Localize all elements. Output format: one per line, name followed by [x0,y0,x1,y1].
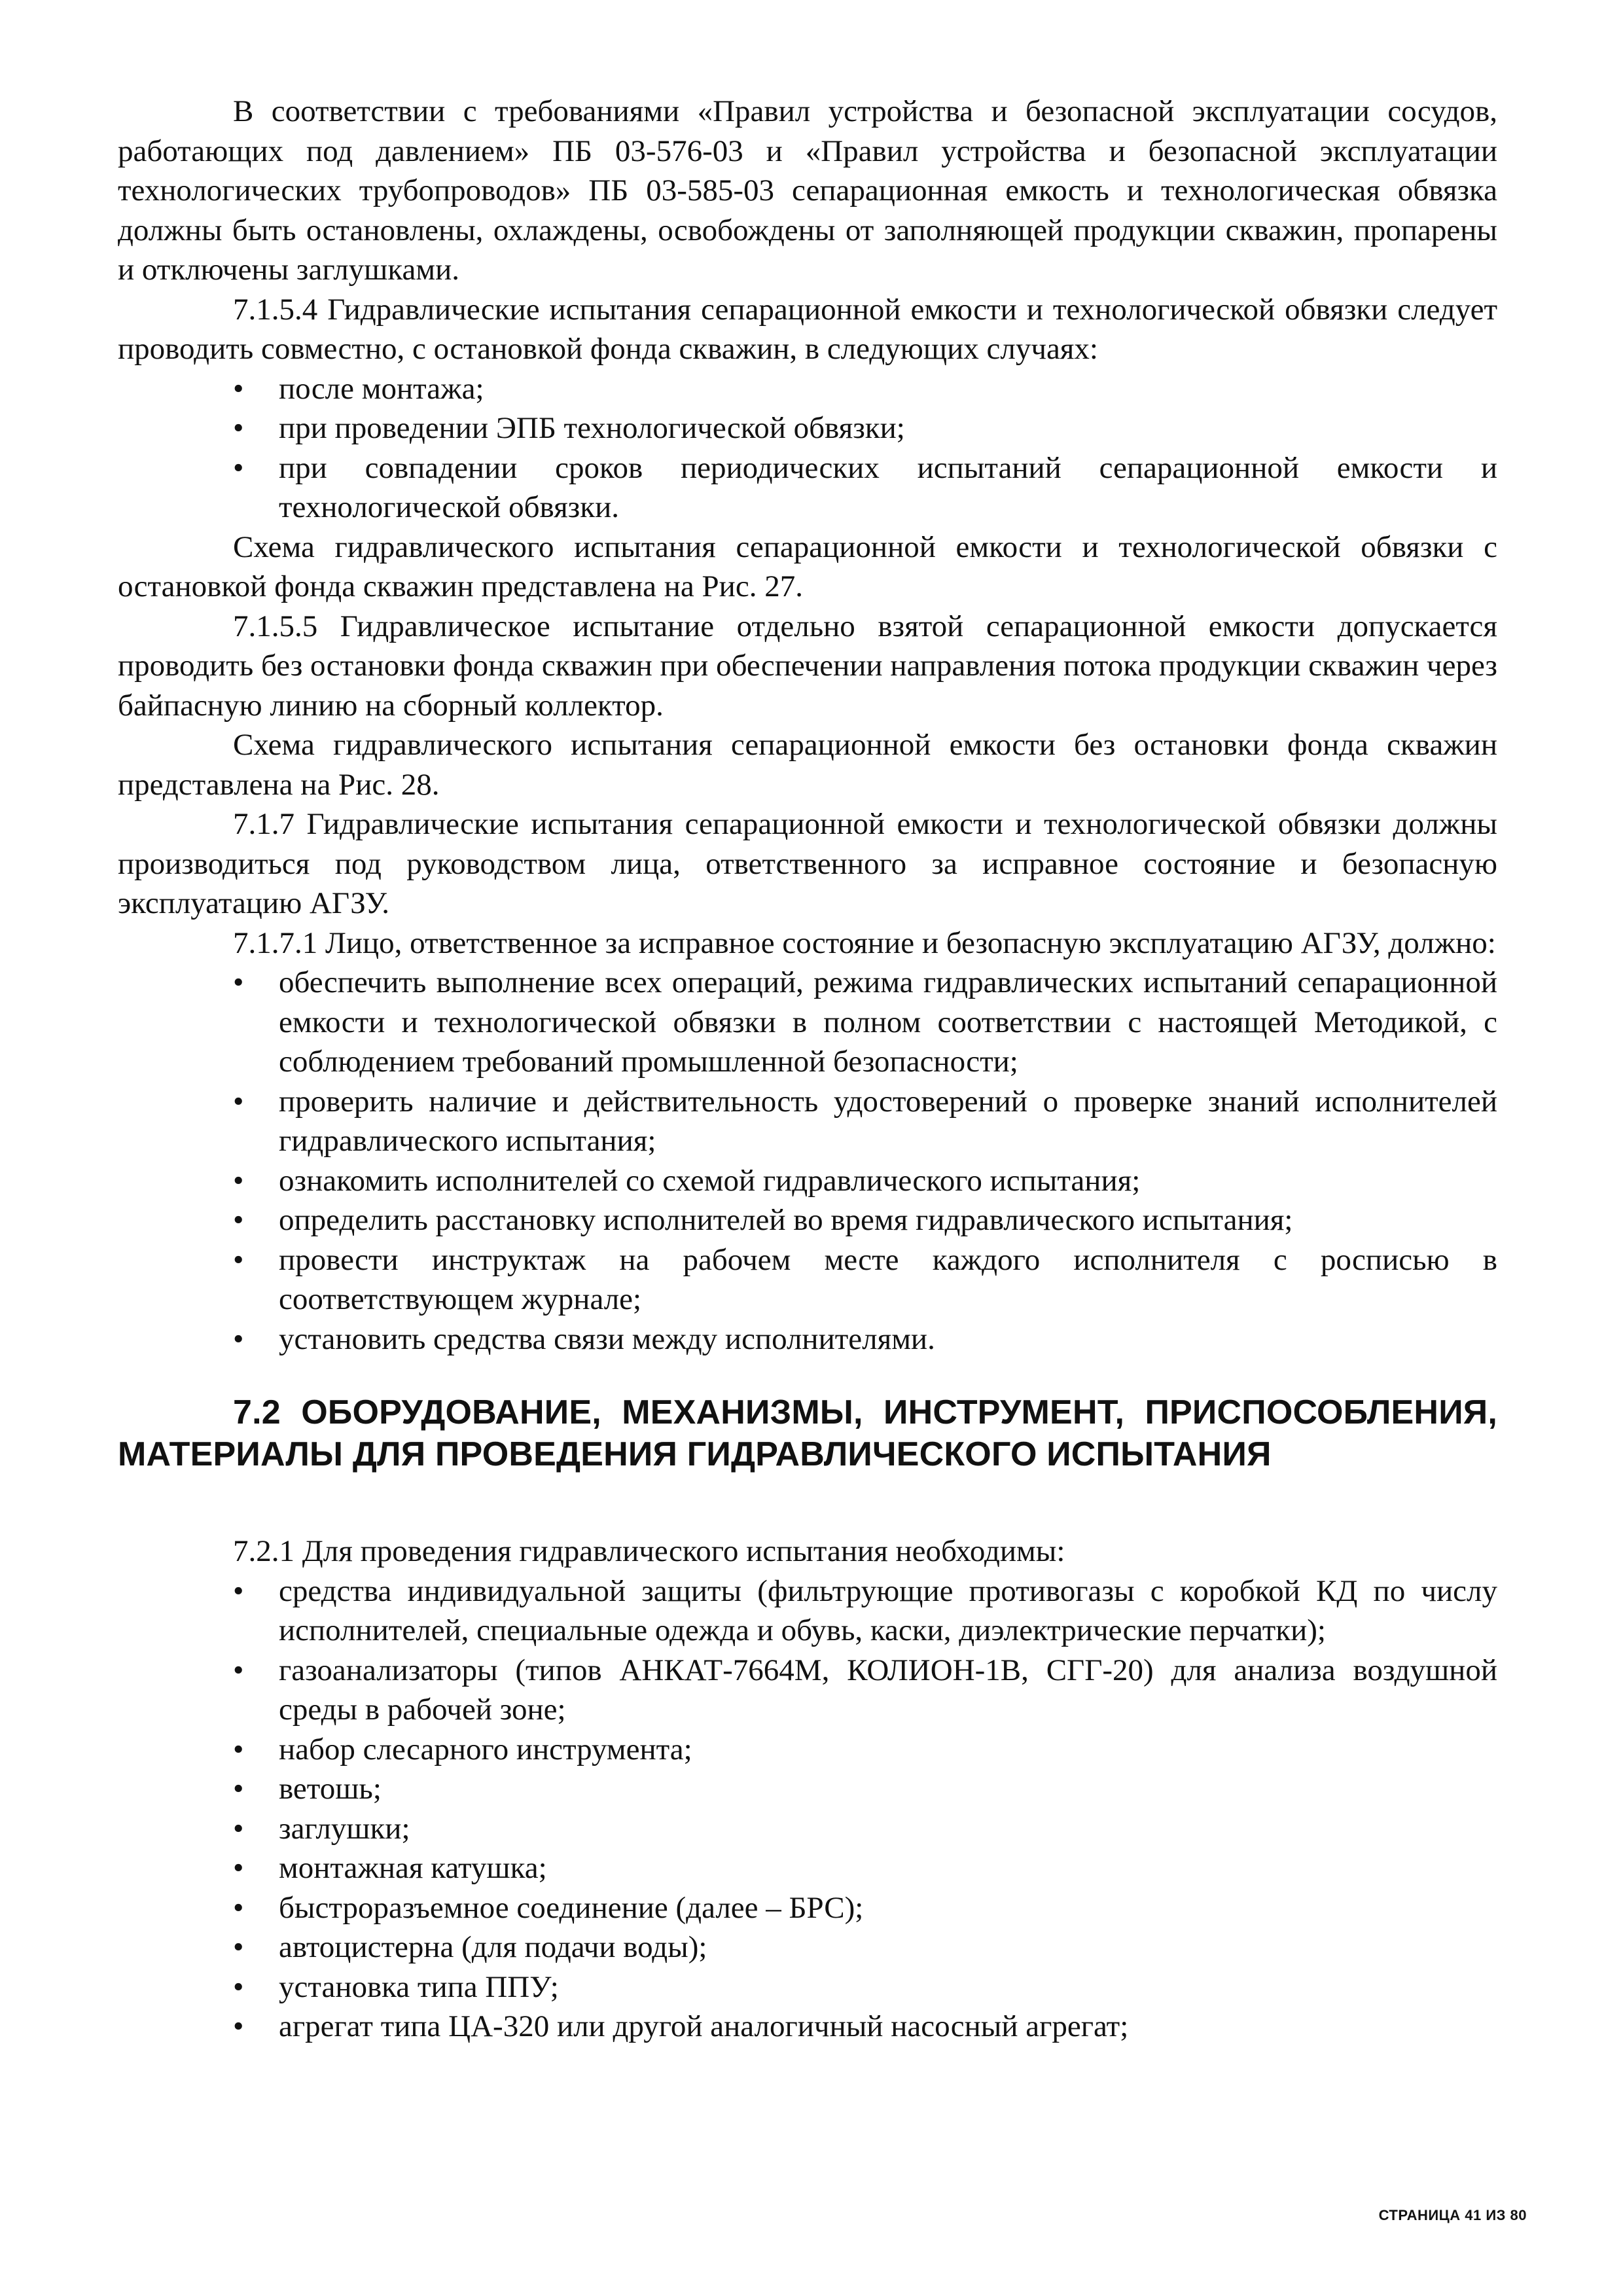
duties-list [233,963,1497,1359]
list-item: • при проведении ЭПБ технологической обвязки; [233,408,1497,448]
list-item: • ветошь; [233,1769,1497,1809]
clause-7-1-5-4: 7.1.5.4 Гидравлические испытания сепарационной емкости и технологической обвязки следует проводить совместно, с остановкой фонда скважин, в следующих случаях: [118,292,1497,366]
list-item: • обеспечить выполнение всех операций, режима гидравлических испытаний сепарационной емкости и технологической обвязки в полном соответствии с настоящей Методикой, с соблюдением требований промышленной безопасности; [233,963,1497,1082]
list-item: • быстроразъемное соединение (далее – БРС); [233,1888,1497,1928]
list-item: • установка типа ППУ; [233,1967,1497,2007]
list-item: • при совпадении сроков периодических испытаний сепарационной емкости и технологической обвязки. [233,448,1497,528]
list-item: • ознакомить исполнителей со схемой гидравлического испытания; [233,1161,1497,1201]
clause-7-1-5-5: 7.1.5.5 Гидравлическое испытание отдельно взятой сепарационной емкости допускается проводить без остановки фонда скважин при обеспечении направления потока продукции скважин через байпасную линию на сборный коллектор. [118,609,1497,723]
clause-7-1-7-1: 7.1.7.1 Лицо, ответственное за исправное состояние и безопасную эксплуатацию АГЗУ, должно: [233,925,1496,960]
page-body [118,92,1497,2047]
list-item: • агрегат типа ЦА-320 или другой аналогичный насосный агрегат; [233,2007,1497,2047]
list-item: • заглушки; [233,1809,1497,1849]
scheme-fig-28-paragraph: Схема гидравлического испытания сепарационной емкости без остановки фонда скважин представлена на Рис. 28. [118,728,1497,802]
list-item: • газоанализаторы (типов АНКАТ-7664М, КОЛИОН-1В, СГГ-20) для анализа воздушной среды в рабочей зоне; [233,1651,1497,1730]
list-item: • средства индивидуальной защиты (фильтрующие противогазы с коробкой КД по числу исполнителей, специальные одежда и обувь, каски, диэлектрические перчатки); [233,1571,1497,1651]
cases-list [233,369,1497,528]
list-item: • автоцистерна (для подачи воды); [233,1928,1497,1967]
clause-7-2-1: 7.2.1 Для проведения гидравлического испытания необходимы: [233,1534,1065,1568]
list-item: • проверить наличие и действительность удостоверений о проверке знаний исполнителей гидравлического испытания; [233,1082,1497,1161]
section-heading: 7.2 ОБОРУДОВАНИЕ, МЕХАНИЗМЫ, ИНСТРУМЕНТ, ПРИСПОСОБЛЕНИЯ, МАТЕРИАЛЫ ДЛЯ ПРОВЕДЕНИЯ ГИДРАВЛИЧЕСКОГО ИСПЫТАНИЯ [118,1393,1497,1473]
list-item: • после монтажа; [233,369,1497,409]
clause-7-1-7: 7.1.7 Гидравлические испытания сепарационной емкости и технологической обвязки должны производиться под руководством лица, ответственного за исправное состояние и безопасную эксплуатацию АГЗУ. [118,807,1497,920]
list-item: • набор слесарного инструмента; [233,1730,1497,1770]
intro-paragraph: В соответствии с требованиями «Правил устройства и безопасной эксплуатации сосудов, работающих под давлением» ПБ 03-576-03 и «Правил устройства и безопасной эксплуатации технологических трубопроводов» ПБ 03-585-03 сепарационная емкость и технологическая обвязка должны быть остановлены, охлаждены, освобождены от заполняющей продукции скважин, пропарены и отключены заглушками. [118,94,1497,287]
list-item: • провести инструктаж на рабочем месте каждого исполнителя с росписью в соответствующем журнале; [233,1240,1497,1319]
page-number: СТРАНИЦА 41 ИЗ 80 [1378,2207,1527,2223]
equipment-list [233,1571,1497,2047]
scheme-fig-27-paragraph: Схема гидравлического испытания сепарационной емкости и технологической обвязки с остановкой фонда скважин представлена на Рис. 27. [118,529,1497,603]
list-item: • определить расстановку исполнителей во время гидравлического испытания; [233,1200,1497,1240]
list-item: • монтажная катушка; [233,1848,1497,1888]
list-item: • установить средства связи между исполнителями. [233,1319,1497,1359]
